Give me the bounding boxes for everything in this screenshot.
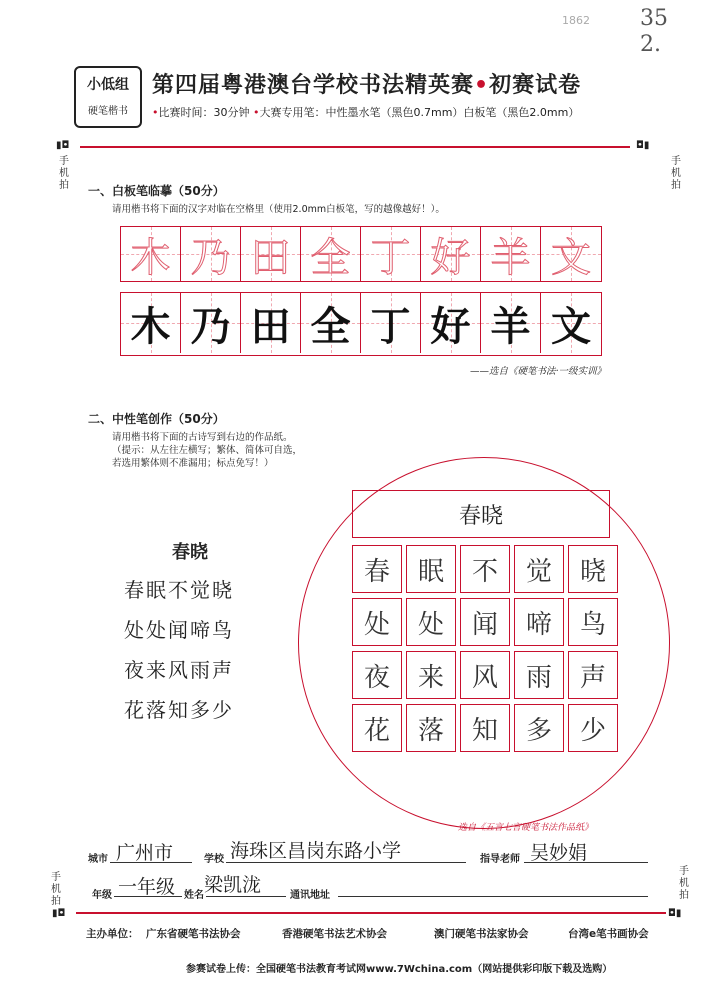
writing-cell[interactable]: 多: [514, 704, 564, 752]
side-label-right: 手 机 拍: [679, 866, 689, 901]
field-underline: [226, 862, 466, 863]
tracing-cell[interactable]: [121, 227, 181, 281]
camera-icon: ▮◘: [56, 140, 70, 151]
tracing-cell[interactable]: [241, 227, 301, 281]
writing-cell[interactable]: 啼: [514, 598, 564, 646]
writing-cell[interactable]: 不: [460, 545, 510, 593]
model-cell: [541, 293, 601, 353]
side-label-left: 手 机 拍: [59, 156, 69, 191]
model-char: 乃: [190, 302, 231, 350]
teacher-value[interactable]: 吴妙娟: [530, 842, 588, 864]
writing-cell[interactable]: 处: [406, 598, 456, 646]
camera-icon: ◘▮: [668, 908, 682, 919]
info-bullet: •: [152, 106, 159, 119]
section1-source: ——选自《硬笔书法·一级实训》: [470, 366, 607, 377]
trace-char: 好: [430, 234, 471, 281]
writing-cell[interactable]: 夜: [352, 651, 402, 699]
camera-icon: ▮◘: [52, 908, 66, 919]
sheet-title: 春晓: [352, 490, 610, 538]
model-char: 羊: [490, 302, 531, 350]
group-sub: 硬笔楷书: [88, 106, 128, 117]
title-suffix: 初赛试卷: [489, 73, 582, 98]
org-4: 台湾e笔书画协会: [568, 928, 649, 940]
title-dot: •: [474, 73, 490, 98]
exam-pens: 大赛专用笔：中性墨水笔（黑色0.7mm）白板笔（黑色2.0mm）: [259, 106, 580, 119]
trace-char: 全: [310, 234, 351, 281]
divider: [76, 912, 666, 914]
section1-instruction: 请用楷书将下面的汉字对临在空格里（使用2.0mm白板笔，写的越像越好！）。: [112, 204, 445, 215]
model-row: [120, 292, 602, 356]
tracing-cell[interactable]: [541, 227, 601, 281]
poem-title: 春晓: [172, 542, 208, 563]
city-label: 城市: [88, 854, 108, 865]
writing-cell[interactable]: 眠: [406, 545, 456, 593]
org-1: 广东省硬笔书法协会: [146, 928, 241, 940]
tracing-cell[interactable]: [421, 227, 481, 281]
poem-line: 春眠不觉晓: [124, 578, 234, 602]
school-label: 学校: [204, 854, 224, 865]
section2-title: 二、中性笔创作（50分）: [88, 412, 225, 426]
org-3: 澳门硬笔书法家协会: [434, 928, 529, 940]
writing-cell[interactable]: 知: [460, 704, 510, 752]
poem-line: 处处闻啼鸟: [124, 618, 234, 642]
instruction-line: 请用楷书将下面的古诗写到右边的作品纸。: [112, 432, 293, 443]
corner-handwritten: 35 2.: [640, 6, 668, 57]
exam-time: 比赛时间：30分钟: [158, 106, 250, 119]
writing-cell[interactable]: 声: [568, 651, 618, 699]
grade-value[interactable]: 一年级: [118, 876, 176, 898]
teacher-label: 指导老师: [480, 854, 520, 865]
instruction-line: 若选用繁体则不准漏用；标点免写！）: [112, 458, 274, 469]
section1-title: 一、白板笔临摹（50分）: [88, 184, 225, 198]
info-bullet: •: [253, 106, 260, 119]
model-cell: [121, 293, 181, 353]
writing-cell[interactable]: 觉: [514, 545, 564, 593]
model-char: 全: [310, 302, 351, 350]
side-label-left: 手 机 拍: [51, 872, 61, 907]
field-underline: [114, 896, 182, 897]
upload-text: 参赛试卷上传：全国硬笔书法教育考试网www.7Wchina.com（网站提供彩印版下载及选购）: [186, 964, 613, 975]
school-value[interactable]: 海珠区昌岗东路小学: [230, 840, 402, 862]
model-cell: [361, 293, 421, 353]
trace-char: 丁: [370, 234, 411, 281]
writing-cell[interactable]: 风: [460, 651, 510, 699]
writing-cell[interactable]: 春: [352, 545, 402, 593]
host-label: 主办单位：: [86, 928, 139, 940]
model-char: 丁: [370, 302, 411, 350]
poem-line: 花落知多少: [124, 698, 234, 722]
poem-line: 夜来风雨声: [124, 658, 234, 682]
trace-char: 文: [551, 234, 591, 281]
grade-label: 年级: [92, 890, 112, 901]
tracing-cell[interactable]: [301, 227, 361, 281]
writing-cell[interactable]: 落: [406, 704, 456, 752]
trace-char: 田: [250, 234, 291, 281]
tracing-cell[interactable]: [181, 227, 241, 281]
writing-cell[interactable]: 处: [352, 598, 402, 646]
model-char: 文: [551, 302, 591, 350]
trace-char: 羊: [490, 234, 531, 281]
page-title: [152, 68, 581, 99]
trace-char: 木: [130, 234, 171, 281]
instruction-line: （提示：从左往左横写；繁体、简体可自选，: [112, 445, 303, 456]
model-cell: [301, 293, 361, 353]
divider: [80, 146, 630, 148]
field-underline: [338, 896, 648, 897]
name-label: 姓名: [184, 890, 204, 901]
trace-char: 乃: [190, 234, 231, 281]
model-cell: [181, 293, 241, 353]
model-char: 木: [130, 302, 171, 350]
org-2: 香港硬笔书法艺术协会: [282, 928, 387, 940]
section2-instruction: [112, 431, 302, 470]
model-char: 田: [250, 302, 291, 350]
writing-cell[interactable]: 鸟: [568, 598, 618, 646]
writing-grid: [352, 545, 618, 752]
group-badge: [74, 66, 142, 128]
corner-mark: 1862: [562, 14, 590, 27]
name-value[interactable]: 梁凯泷: [204, 874, 262, 896]
city-value[interactable]: 广州市: [116, 842, 174, 864]
field-underline: [206, 896, 286, 897]
writing-cell[interactable]: 少: [568, 704, 618, 752]
sheet-source: 选自《五言七言硬笔书法作品纸》: [458, 823, 594, 833]
model-cell: [241, 293, 301, 353]
model-cell: [481, 293, 541, 353]
exam-info: [152, 104, 579, 120]
field-underline: [110, 862, 192, 863]
field-underline: [524, 862, 648, 863]
address-label: 通讯地址: [290, 890, 330, 901]
writing-cell[interactable]: 闻: [460, 598, 510, 646]
model-cell: [421, 293, 481, 353]
side-label-right: 手 机 拍: [671, 156, 681, 191]
tracing-cell[interactable]: [361, 227, 421, 281]
writing-cell[interactable]: 来: [406, 651, 456, 699]
writing-cell[interactable]: 晓: [568, 545, 618, 593]
writing-cell[interactable]: 花: [352, 704, 402, 752]
tracing-row: [120, 226, 602, 282]
model-char: 好: [430, 302, 471, 350]
writing-cell[interactable]: 雨: [514, 651, 564, 699]
group-label: 小低组: [87, 77, 129, 93]
camera-icon: ◘▮: [636, 140, 650, 151]
title-main: 第四届粤港澳台学校书法精英赛: [152, 73, 475, 98]
tracing-cell[interactable]: [481, 227, 541, 281]
